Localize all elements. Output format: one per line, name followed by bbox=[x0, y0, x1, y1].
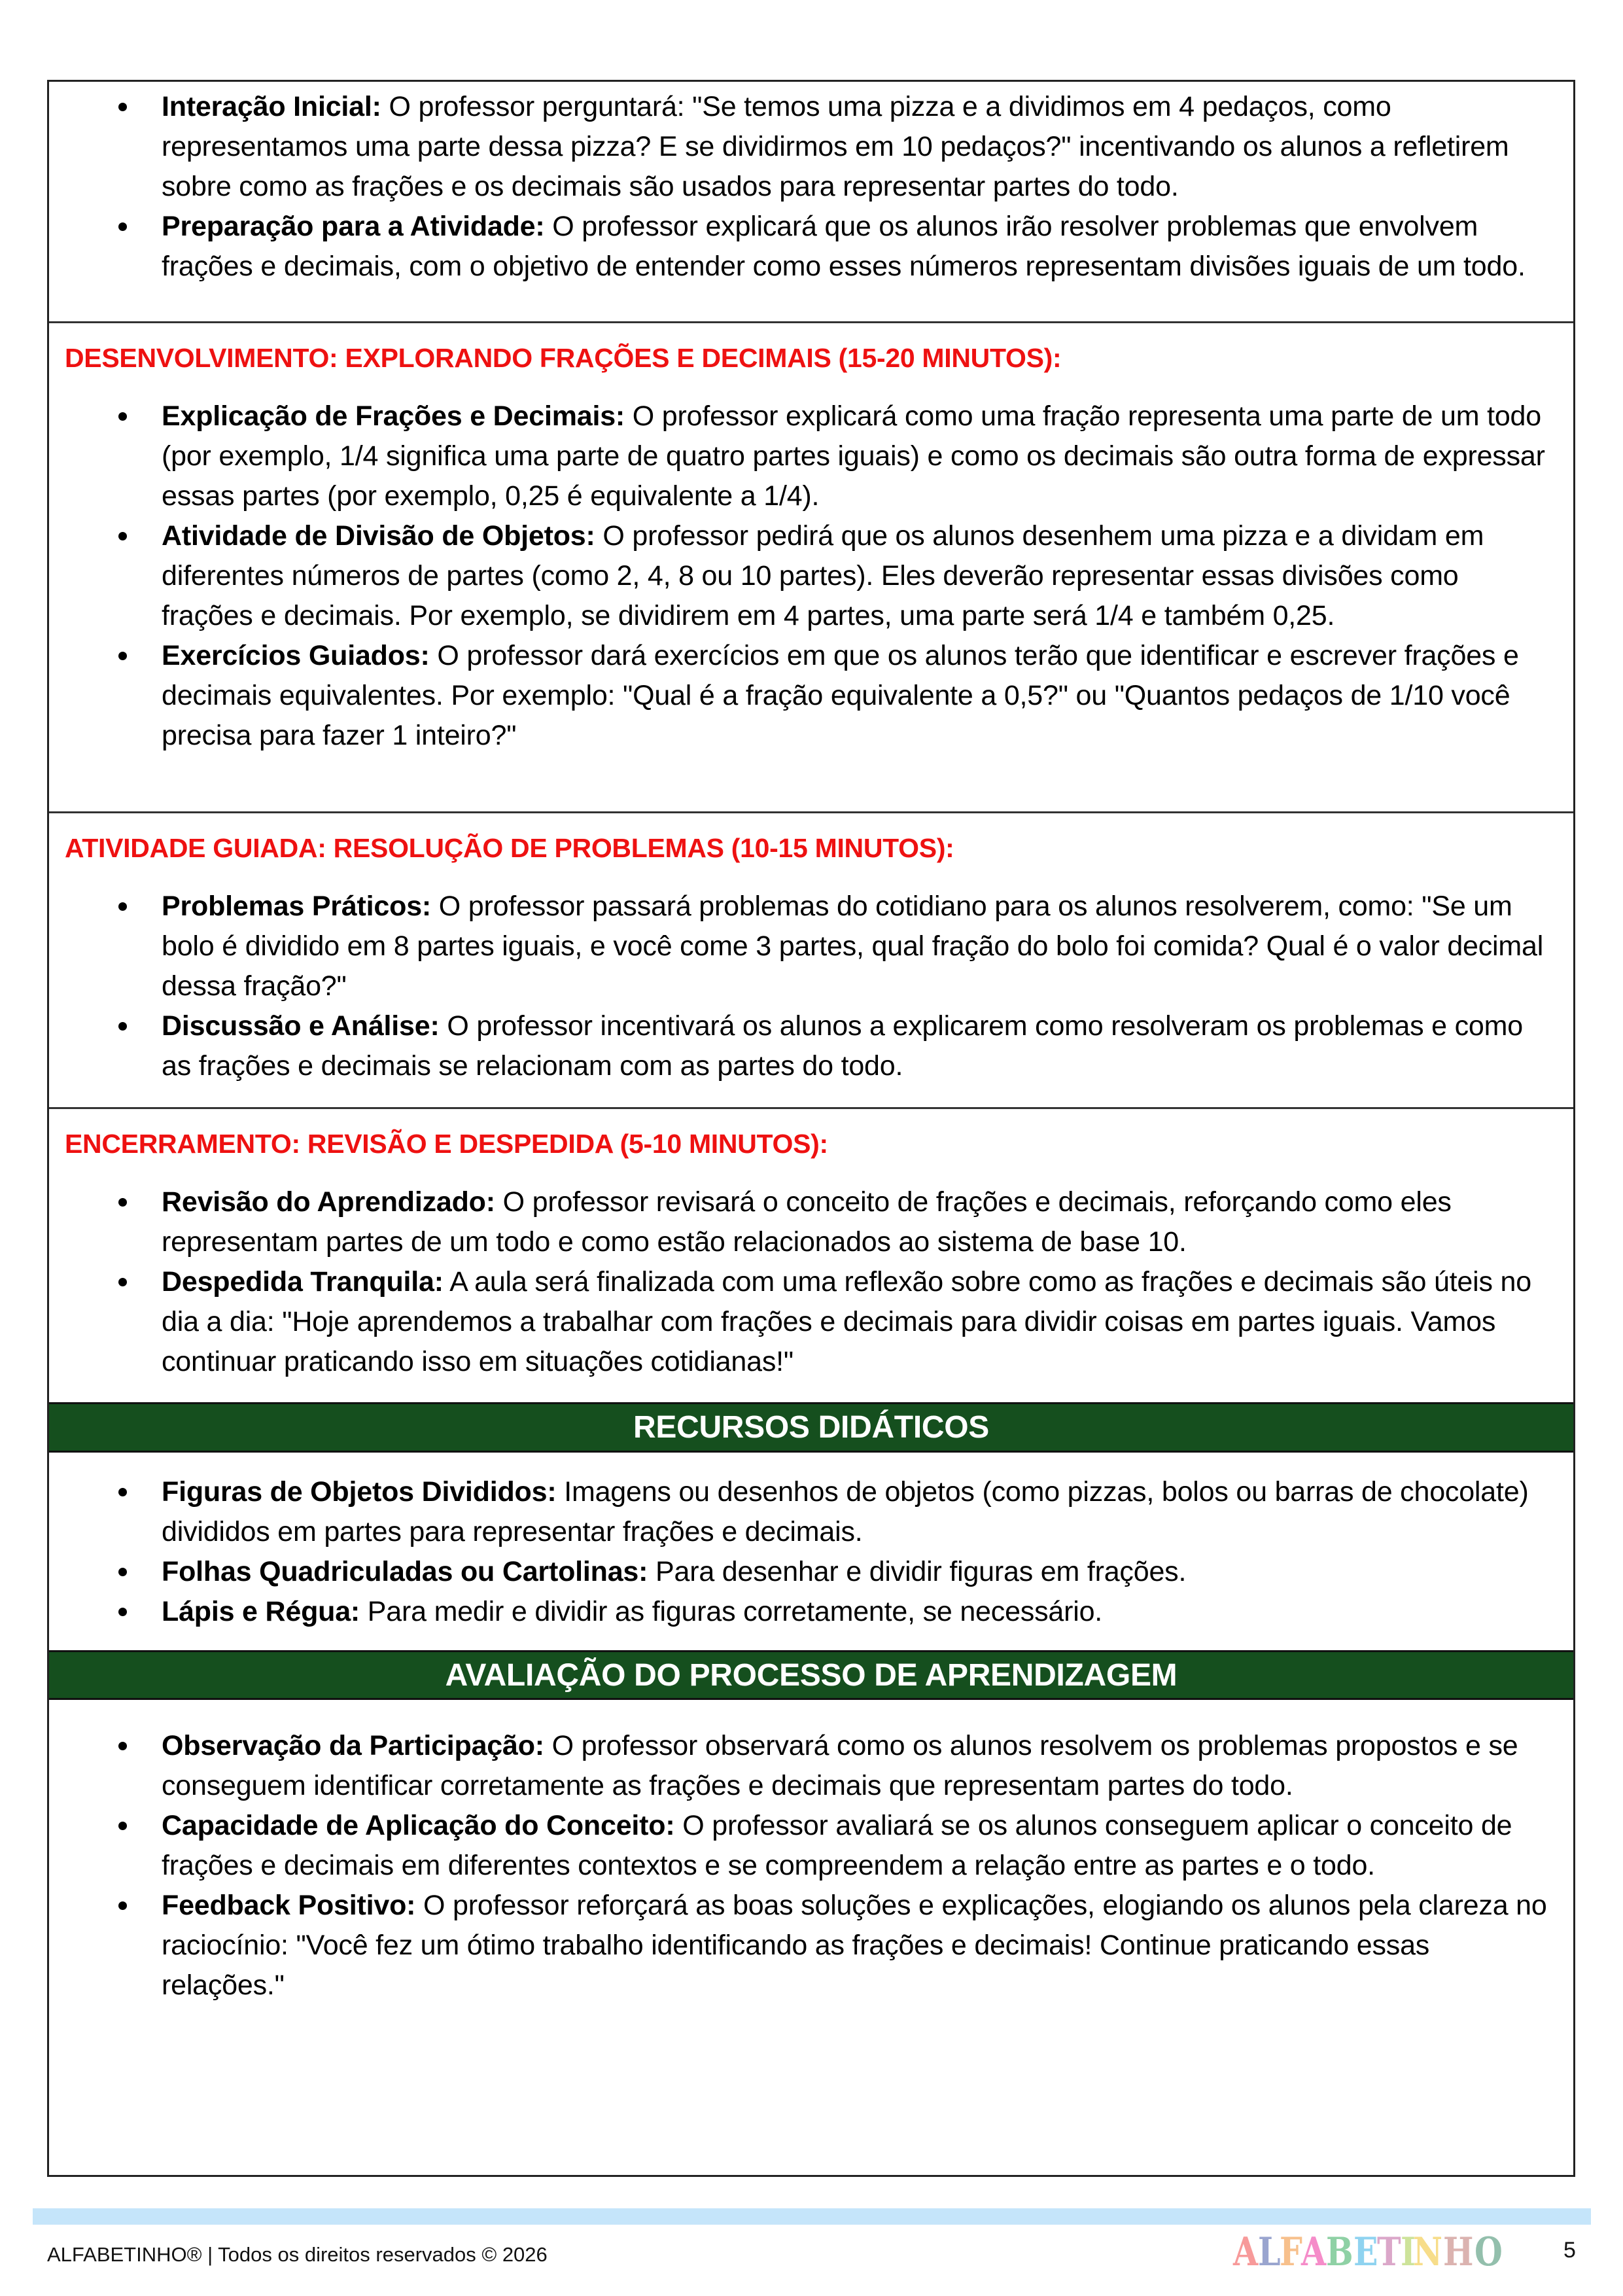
item-label: Capacidade de Aplicação do Conceito: bbox=[162, 1810, 675, 1841]
item-text: Para desenhar e dividir figuras em frações. bbox=[648, 1556, 1187, 1587]
item-label: Figuras de Objetos Divididos: bbox=[162, 1476, 557, 1508]
bullet-icon bbox=[118, 1901, 127, 1910]
avaliacao-list bbox=[49, 1726, 1573, 2005]
avaliacao-header bbox=[49, 1650, 1573, 1700]
bullet-icon bbox=[118, 103, 127, 111]
list-item bbox=[49, 1182, 1573, 1262]
logo-letter: N bbox=[1413, 2229, 1442, 2275]
atividade-guiada-list bbox=[49, 887, 1573, 1086]
item-label: Lápis e Régua: bbox=[162, 1596, 360, 1627]
bullet-icon bbox=[118, 1198, 127, 1207]
list-item bbox=[49, 1262, 1573, 1382]
item-text: O professor pedirá que os alunos desenhem uma pizza e a dividam em diferentes números de partes (como 2, 4, 8 ou 10 partes). Eles deverão representar essas divisões como frações e decimais. Por exemplo, se dividirem em 4 partes, uma parte será 1/4 e também 0,25. bbox=[162, 520, 1484, 631]
item-text: O professor passará problemas do cotidiano para os alunos resolverem, como: "Se um bolo é dividido em 8 partes iguais, e você come 3 partes, qual fração do bolo foi comida? Qual é o valor decimal dessa fração?" bbox=[162, 891, 1544, 1002]
desenvolvimento-list bbox=[49, 397, 1573, 756]
desenvolvimento-section bbox=[49, 321, 1573, 813]
intro-section bbox=[49, 82, 1573, 323]
recursos-section bbox=[49, 1453, 1573, 1650]
item-label: Atividade de Divisão de Objetos: bbox=[162, 520, 595, 552]
item-label: Discussão e Análise: bbox=[162, 1010, 440, 1042]
logo-letter: T bbox=[1377, 2229, 1401, 2275]
logo-letter: O bbox=[1474, 2229, 1502, 2275]
section-title: ENCERRAMENTO: REVISÃO E DESPEDIDA (5-10 MINUTOS): bbox=[65, 1129, 828, 1159]
bullet-icon bbox=[118, 1568, 127, 1576]
avaliacao-title: AVALIAÇÃO DO PROCESSO DE APRENDIZAGEM bbox=[445, 1657, 1178, 1693]
bullet-icon bbox=[118, 1608, 127, 1616]
bullet-icon bbox=[118, 412, 127, 421]
item-text: O professor dará exercícios em que os alunos terão que identificar e escrever frações e decimais equivalentes. Por exemplo: "Qual é a fração equivalente a 0,5?" ou "Quantos pedaços de 1/10 você precisa para fazer 1 inteiro?" bbox=[162, 640, 1519, 751]
footer-copyright: ALFABETINHO® | Todos os direitos reservados © 2026 bbox=[47, 2243, 548, 2266]
list-item bbox=[49, 1886, 1573, 2005]
list-item bbox=[49, 207, 1573, 287]
list-item bbox=[49, 87, 1573, 207]
logo-letter: A bbox=[1301, 2229, 1326, 2275]
logo-letter: L bbox=[1257, 2229, 1280, 2275]
item-text: Para medir e dividir as figuras corretamente, se necessário. bbox=[360, 1596, 1103, 1627]
list-item bbox=[49, 887, 1573, 1006]
item-text: O professor explicará como uma fração representa uma parte de um todo (por exemplo, 1/4 significa uma parte de quatro partes iguais) e como os decimais são outra forma de expressar essas partes (por exemplo, 0,25 é equivalente a 1/4). bbox=[162, 400, 1545, 512]
encerramento-list bbox=[49, 1182, 1573, 1382]
item-label: Exercícios Guiados: bbox=[162, 640, 430, 671]
item-label: Interação Inicial: bbox=[162, 91, 381, 122]
item-text: O professor revisará o conceito de frações e decimais, reforçando como eles representam partes de um todo e como estão relacionados ao sistema de base 10. bbox=[162, 1186, 1452, 1258]
page-number: 5 bbox=[1563, 2238, 1576, 2263]
list-item bbox=[49, 397, 1573, 516]
logo-letter: E bbox=[1353, 2229, 1378, 2275]
footer-divider-bar bbox=[33, 2208, 1591, 2225]
item-label: Folhas Quadriculadas ou Cartolinas: bbox=[162, 1556, 648, 1587]
lesson-plan-table bbox=[47, 80, 1575, 2177]
bullet-icon bbox=[118, 652, 127, 660]
bullet-icon bbox=[118, 1822, 127, 1830]
item-label: Despedida Tranquila: bbox=[162, 1266, 444, 1298]
logo-letter: B bbox=[1325, 2229, 1353, 2275]
logo-letter: F bbox=[1279, 2229, 1302, 2275]
list-item bbox=[49, 1806, 1573, 1886]
list-item bbox=[49, 516, 1573, 636]
list-item bbox=[49, 1472, 1573, 1552]
item-text: O professor perguntará: "Se temos uma pizza e a dividimos em 4 pedaços, como representamos uma parte dessa pizza? E se dividirmos em 10 pedaços?" incentivando os alunos a refletirem sobre como as frações e os decimais são usados para representar partes do todo. bbox=[162, 91, 1509, 202]
section-title: DESENVOLVIMENTO: EXPLORANDO FRAÇÕES E DECIMAIS (15-20 MINUTOS): bbox=[65, 343, 1062, 373]
item-label: Feedback Positivo: bbox=[162, 1890, 416, 1921]
item-text: O professor incentivará os alunos a explicarem como resolveram os problemas e como as frações e decimais se relacionam com as partes do todo. bbox=[162, 1010, 1523, 1082]
bullet-icon bbox=[118, 1278, 127, 1286]
bullet-icon bbox=[118, 902, 127, 911]
logo-letter: A bbox=[1233, 2229, 1258, 2275]
item-text: O professor observará como os alunos resolvem os problemas propostos e se conseguem identificar corretamente as frações e decimais que representam partes do todo. bbox=[162, 1730, 1518, 1801]
item-label: Preparação para a Atividade: bbox=[162, 211, 545, 242]
recursos-header bbox=[49, 1402, 1573, 1453]
item-text: O professor avaliará se os alunos conseguem aplicar o conceito de frações e decimais em diferentes contextos e se compreendem a relação entre as partes e o todo. bbox=[162, 1810, 1512, 1881]
item-text: Imagens ou desenhos de objetos (como pizzas, bolos ou barras de chocolate) divididos em partes para representar frações e decimais. bbox=[162, 1476, 1529, 1547]
item-label: Problemas Práticos: bbox=[162, 891, 432, 922]
bullet-icon bbox=[118, 532, 127, 540]
bullet-icon bbox=[118, 222, 127, 231]
logo-letter: H bbox=[1442, 2229, 1473, 2275]
recursos-title: RECURSOS DIDÁTICOS bbox=[633, 1410, 989, 1445]
item-text: O professor explicará que os alunos irão resolver problemas que envolvem frações e decimais, com o objetivo de entender como esses números representam divisões iguais de um todo. bbox=[162, 211, 1526, 282]
avaliacao-section bbox=[49, 1700, 1573, 2177]
list-item bbox=[49, 1592, 1573, 1632]
item-text: A aula será finalizada com uma reflexão sobre como as frações e decimais são úteis no dia a dia: "Hoje aprendemos a trabalhar com frações e decimais para dividir coisas em partes iguais. Vamos continuar praticando isso em situações cotidianas!" bbox=[162, 1266, 1531, 1377]
section-title: ATIVIDADE GUIADA: RESOLUÇÃO DE PROBLEMAS (10-15 MINUTOS): bbox=[65, 833, 954, 863]
bullet-icon bbox=[118, 1022, 127, 1031]
encerramento-section bbox=[49, 1107, 1573, 1404]
logo-letter: I bbox=[1401, 2229, 1416, 2275]
list-item bbox=[49, 1726, 1573, 1806]
list-item bbox=[49, 1006, 1573, 1086]
list-item bbox=[49, 636, 1573, 756]
atividade-guiada-section bbox=[49, 811, 1573, 1109]
recursos-list bbox=[49, 1472, 1573, 1632]
alfabetinho-logo bbox=[1233, 2229, 1503, 2275]
list-item bbox=[49, 1552, 1573, 1592]
item-label: Observação da Participação: bbox=[162, 1730, 544, 1761]
intro-list bbox=[49, 87, 1573, 287]
item-text: O professor reforçará as boas soluções e explicações, elogiando os alunos pela clareza no raciocínio: "Você fez um ótimo trabalho identificando as frações e decimais! Continue praticando essas relações." bbox=[162, 1890, 1547, 2001]
bullet-icon bbox=[118, 1742, 127, 1750]
bullet-icon bbox=[118, 1488, 127, 1496]
item-label: Explicação de Frações e Decimais: bbox=[162, 400, 625, 432]
item-label: Revisão do Aprendizado: bbox=[162, 1186, 495, 1218]
